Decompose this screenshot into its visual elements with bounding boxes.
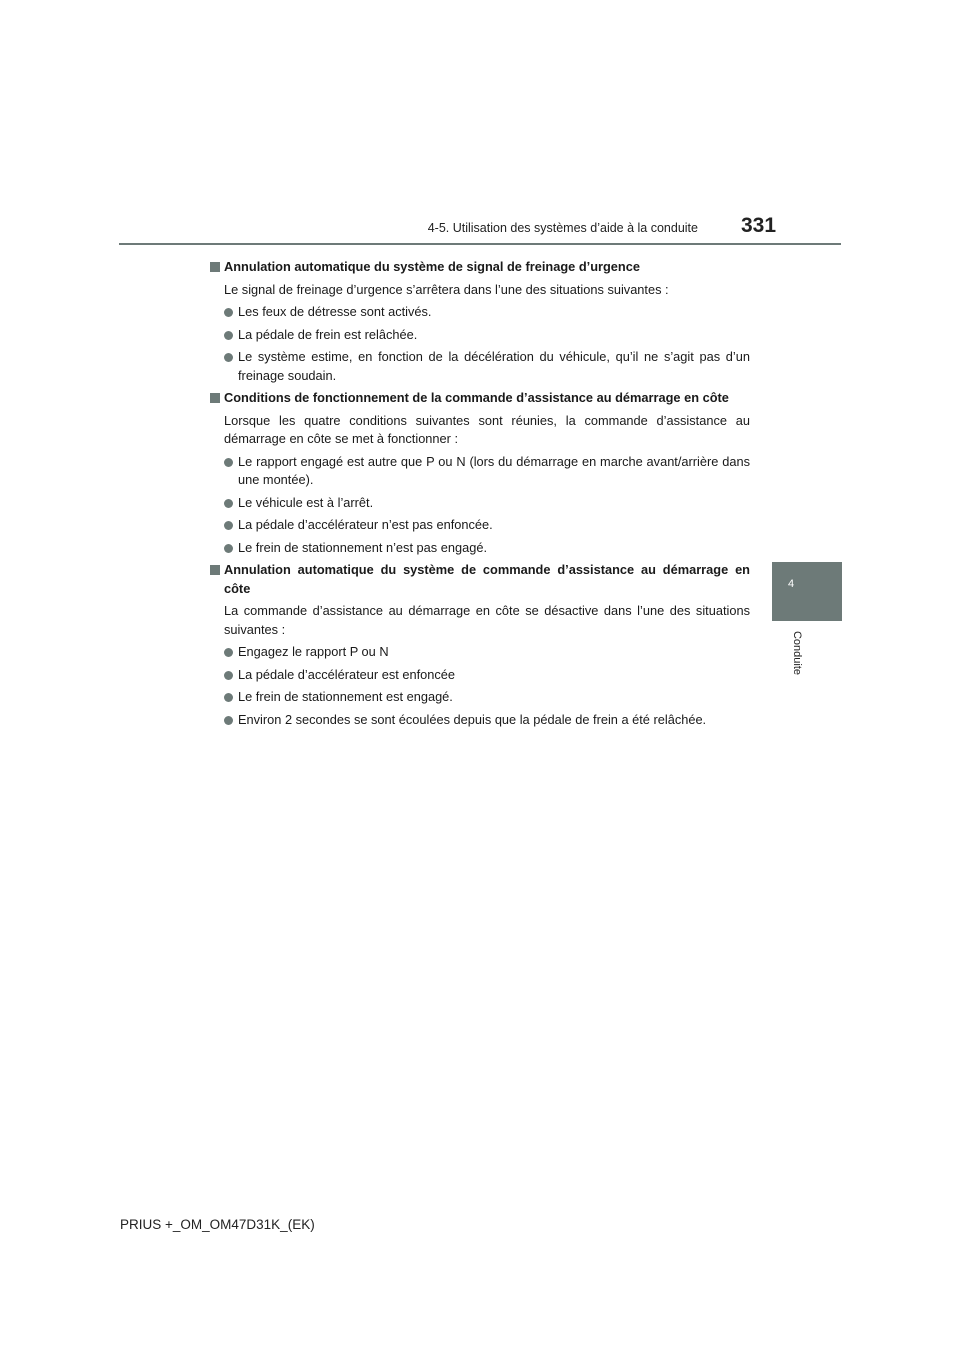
section-heading bbox=[210, 258, 750, 277]
list-item bbox=[210, 453, 750, 490]
list-item bbox=[210, 539, 750, 558]
section-header-text: 4-5. Utilisation des systèmes d’aide à la conduite bbox=[427, 221, 698, 235]
list-item-text: Environ 2 secondes se sont écoulées depuis que la pédale de frein a été relâchée. bbox=[238, 711, 707, 727]
list-item-text: Le frein de stationnement est engagé. bbox=[238, 689, 453, 704]
circle-bullet-icon bbox=[224, 458, 233, 467]
list-item bbox=[210, 711, 750, 730]
list-item bbox=[210, 348, 750, 385]
list-item-text: Le frein de stationnement n’est pas engagé. bbox=[238, 539, 488, 555]
circle-bullet-icon bbox=[224, 671, 233, 680]
chapter-label: Conduite bbox=[791, 630, 803, 676]
chapter-tab bbox=[772, 562, 842, 621]
list-item bbox=[210, 666, 750, 685]
section-title: Annulation automatique du système de commande d’assistance au démarrage en côte bbox=[224, 562, 750, 596]
list-item-text: La pédale d’accélérateur est enfoncée bbox=[238, 666, 455, 682]
circle-bullet-icon bbox=[224, 499, 233, 508]
section-intro: Lorsque les quatre conditions suivantes sont réunies, la commande d’assistance au démarrage en côte se met à fonctionner : bbox=[224, 412, 750, 446]
circle-bullet-icon bbox=[224, 331, 233, 340]
header-rule bbox=[119, 243, 841, 245]
circle-bullet-icon bbox=[224, 648, 233, 657]
section-heading bbox=[210, 561, 750, 598]
main-content bbox=[210, 254, 750, 729]
section-intro: Le signal de freinage d’urgence s’arrêtera dans l’une des situations suivantes : bbox=[224, 281, 669, 297]
square-bullet-icon bbox=[210, 393, 220, 403]
list-item bbox=[210, 303, 750, 322]
section-title: Conditions de fonctionnement de la commande d’assistance au démarrage en côte bbox=[224, 390, 729, 405]
square-bullet-icon bbox=[210, 565, 220, 575]
list-item bbox=[210, 516, 750, 535]
section-3 bbox=[210, 561, 750, 729]
circle-bullet-icon bbox=[224, 544, 233, 553]
list-item bbox=[210, 643, 750, 662]
list-item bbox=[210, 688, 750, 707]
list-item-text: Les feux de détresse sont activés. bbox=[238, 304, 432, 319]
square-bullet-icon bbox=[210, 262, 220, 272]
footer-doc-code: PRIUS +_OM_OM47D31K_(EK) bbox=[120, 1217, 315, 1232]
list-item-text: Le rapport engagé est autre que P ou N (lors du démarrage en marche avant/arrière dans une montée). bbox=[238, 453, 750, 487]
list-item-text: Le système estime, en fonction de la décélération du véhicule, qu’il ne s’agit pas d’un freinage soudain. bbox=[238, 349, 750, 383]
list-item-text: La pédale de frein est relâchée. bbox=[238, 326, 418, 342]
section-title: Annulation automatique du système de signal de freinage d’urgence bbox=[224, 259, 640, 274]
section-heading bbox=[210, 389, 750, 408]
list-item-text: Engagez le rapport P ou N bbox=[238, 644, 389, 659]
list-item-text: La pédale d’accélérateur n’est pas enfoncée. bbox=[238, 517, 493, 532]
section-1 bbox=[210, 258, 750, 385]
section-intro: La commande d’assistance au démarrage en côte se désactive dans l’une des situations suivantes : bbox=[224, 603, 750, 637]
section-2 bbox=[210, 389, 750, 557]
chapter-number: 4 bbox=[788, 578, 795, 590]
circle-bullet-icon bbox=[224, 308, 233, 317]
circle-bullet-icon bbox=[224, 716, 233, 725]
list-item bbox=[210, 326, 750, 345]
circle-bullet-icon bbox=[224, 693, 233, 702]
circle-bullet-icon bbox=[224, 353, 233, 362]
page-number: 331 bbox=[741, 214, 777, 237]
list-item-text: Le véhicule est à l’arrêt. bbox=[238, 494, 374, 510]
list-item bbox=[210, 494, 750, 513]
circle-bullet-icon bbox=[224, 521, 233, 530]
